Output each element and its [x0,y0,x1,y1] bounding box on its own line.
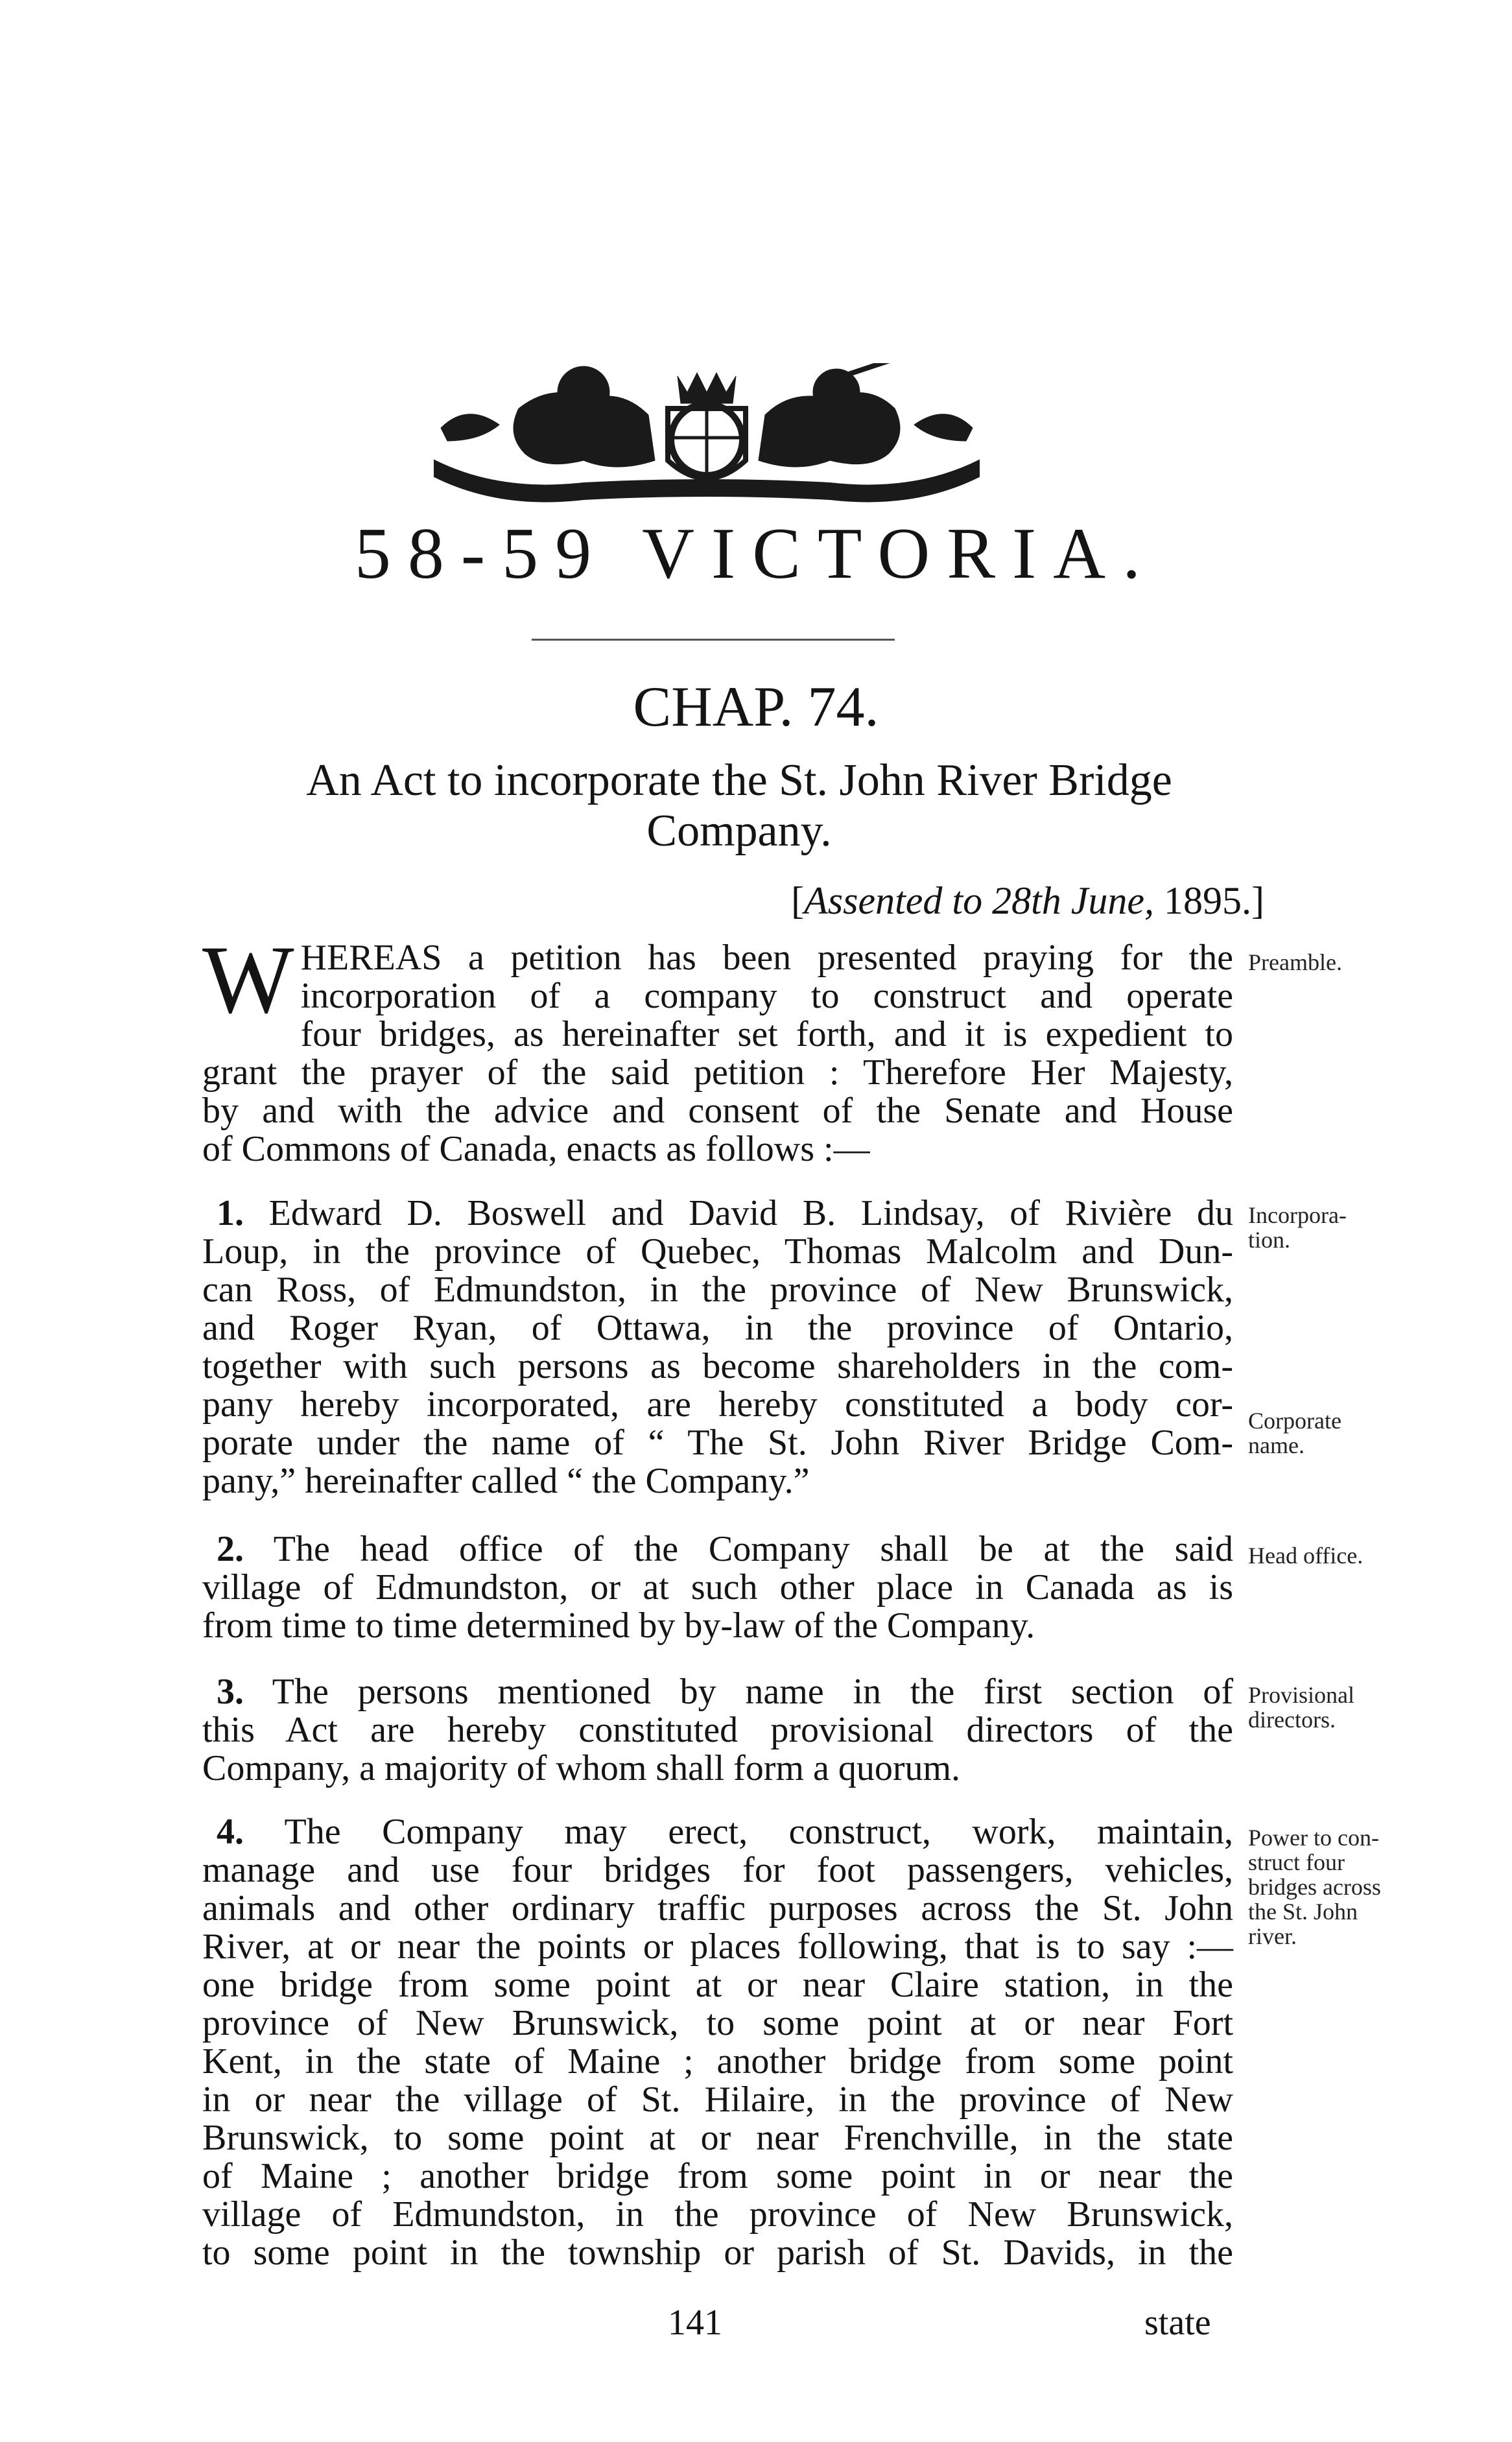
margin-note-line: the St. John [1248,1899,1358,1925]
text-line: to some point in the township or parish of St. Davids, in the [202,2233,1233,2273]
margin-note-line: name. [1248,1432,1305,1458]
text-line: province of New Brunswick, to some point at or near Fort [202,2003,1233,2043]
text-line: Company, a majority of whom shall form a quorum. [202,1748,961,1788]
margin-note-line: Corporate [1248,1408,1341,1434]
text-line: incorporation of a company to construct and operate [300,976,1233,1016]
text-line: one bridge from some point at or near Claire station, in the [202,1965,1233,2005]
margin-note-line: struct four [1248,1849,1345,1875]
act-title: An Act to incorporate the St. John River Bridge Company. [306,755,1172,856]
text-line: HEREAS a petition has been presented praying for the [300,938,1233,978]
drop-cap: W [202,926,294,1034]
assent-bracket: [ [791,879,805,922]
margin-note-line: Provisional [1248,1682,1355,1708]
margin-note-power-to-construct [1248,1825,1404,1949]
section-3 [202,1673,1233,1788]
royal-coat-of-arms-icon [421,363,992,519]
page-number: 141 [668,2303,722,2343]
margin-note-preamble: Preamble. [1248,949,1342,975]
margin-note-line: Power to con- [1248,1825,1379,1851]
margin-note-incorporation [1248,1203,1404,1252]
section-4 [202,1813,1233,2272]
margin-note-line: tion. [1248,1227,1291,1253]
preamble-paragraph [202,926,1233,1169]
margin-note-line: bridges across [1248,1874,1381,1900]
text-line [202,1673,1233,1711]
text-line: from time to time determined by by-law of the Company. [202,1606,1035,1646]
text-line: porate under the name of “ The St. John River Bridge Com- [202,1423,1233,1463]
chapter-heading: CHAP. 74. [633,676,879,739]
text-line: Kent, in the state of Maine ; another bridge from some point [202,2041,1233,2081]
text-line: Loup, in the province of Quebec, Thomas Malcolm and Dun- [202,1231,1233,1272]
text-line: grant the prayer of the said petition : Therefore Her Majesty, [202,1052,1233,1093]
catchword: state [1144,2303,1211,2343]
margin-note-provisional-directors [1248,1683,1404,1732]
text-span: Edward D. Boswell and David B. Lindsay, of Rivière du [268,1193,1234,1233]
section-number: 1. [217,1193,244,1233]
text-line: and Roger Ryan, of Ottawa, in the province of Ontario, [202,1308,1233,1348]
text-line: by and with the advice and consent of the Senate and House [202,1091,1233,1131]
text-span: The head office of the Company shall be at the said [273,1529,1233,1569]
margin-note-line: river. [1248,1923,1297,1949]
text-line: village of Edmundston, in the province of New Brunswick, [202,2194,1233,2235]
margin-note-line: Incorpora- [1248,1202,1347,1228]
divider [532,639,895,641]
section-number: 3. [217,1672,244,1712]
text-line [202,1194,1233,1233]
text-line: of Commons of Canada, enacts as follows :— [202,1129,870,1169]
text-line [202,1813,1233,1851]
text-line: Brunswick, to some point at or near Frenchville, in the state [202,2118,1233,2158]
margin-note-corporate-name [1248,1408,1404,1458]
text-line: can Ross, of Edmundston, in the province of New Brunswick, [202,1270,1233,1310]
text-span: The persons mentioned by name in the first section of [272,1672,1233,1712]
text-line: manage and use four bridges for foot passengers, vehicles, [202,1850,1233,1890]
text-line [202,1530,1233,1569]
assent-year: 1895.] [1154,879,1264,922]
text-line: in or near the village of St. Hilaire, in the province of New [202,2080,1233,2120]
margin-note-line: directors. [1248,1707,1336,1733]
text-line: pany hereby incorporated, are hereby constituted a body cor- [202,1384,1233,1425]
section-2 [202,1530,1233,1645]
section-number: 2. [217,1529,244,1569]
text-line: animals and other ordinary traffic purposes across the St. John [202,1888,1233,1928]
text-line: together with such persons as become shareholders in the com- [202,1346,1233,1386]
text-line: of Maine ; another bridge from some point in or near the [202,2156,1233,2196]
assent-italic: Assented to 28th June, [804,879,1155,922]
margin-note-head-office: Head office. [1248,1543,1364,1569]
text-line: four bridges, as hereinafter set forth, and it is expedient to [300,1014,1233,1054]
section-1 [202,1194,1233,1500]
text-line: pany,” hereinafter called “ the Company.” [202,1461,810,1501]
text-line: River, at or near the points or places following, that is to say :— [202,1926,1233,1967]
text-span: The Company may erect, construct, work, maintain, [284,1812,1233,1852]
section-number: 4. [217,1812,244,1852]
regnal-year: 58-59 VICTORIA. [354,514,1158,594]
text-line: this Act are hereby constituted provisional directors of the [202,1710,1233,1750]
text-line: village of Edmundston, or at such other place in Canada as is [202,1567,1233,1607]
assent-date [668,879,1264,923]
